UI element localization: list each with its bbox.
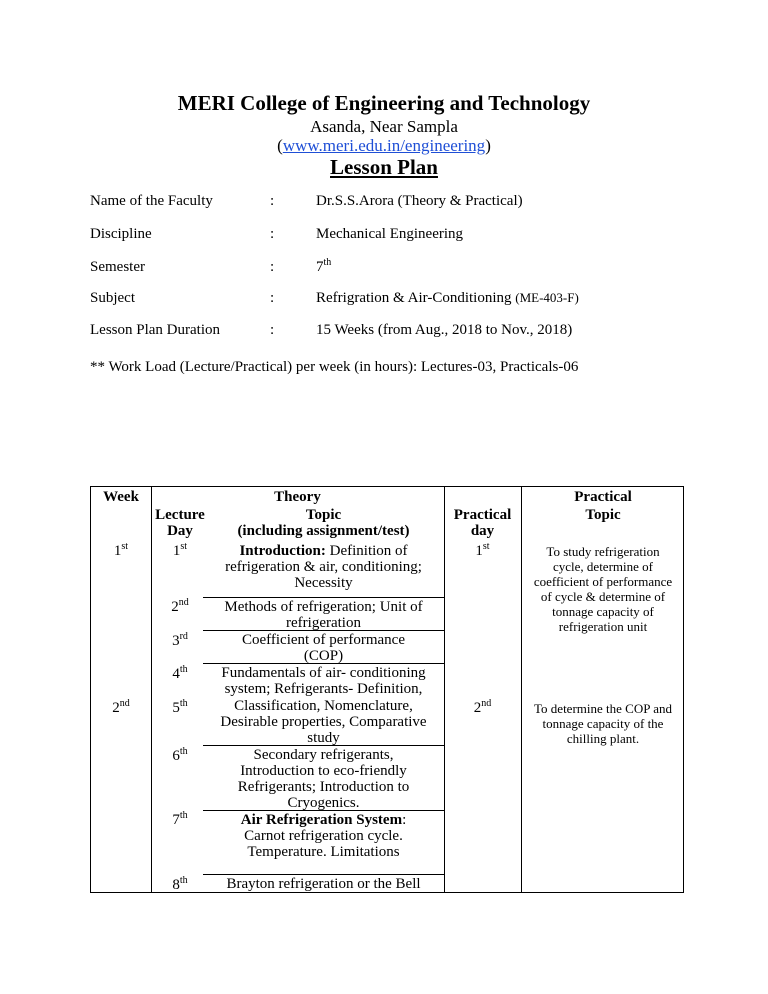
topic-cell [203, 747, 444, 811]
lecture-suffix: st [180, 541, 188, 552]
info-row-semester [90, 259, 710, 281]
topic-line: Coefficient of performance [242, 632, 405, 648]
header-topic-line: Topic [305, 507, 342, 523]
lecture-suffix: rd [179, 631, 188, 642]
topic-line: study [307, 730, 340, 746]
topic-cell [203, 599, 444, 631]
topic-bold: Introduction: [239, 543, 326, 559]
lecture-number: 5 [172, 700, 180, 716]
practical-line: cycle, determine of [553, 559, 653, 574]
table-row-divider [203, 597, 444, 598]
week-suffix: st [121, 541, 129, 552]
practical-topic [521, 701, 685, 746]
lecture-number: 2 [171, 599, 179, 615]
topic-line: Fundamentals of air- conditioning [221, 665, 426, 681]
info-row-faculty [90, 193, 710, 215]
info-colon: : [270, 322, 275, 338]
practical-number: 2 [473, 700, 482, 716]
topic-cell [203, 698, 444, 746]
topic-line: Methods of refrigeration; Unit of [224, 599, 423, 615]
college-name: MERI College of Engineering and Technology [177, 91, 591, 115]
topic-line: Temperature. Limitations [247, 844, 400, 860]
practical-line: To determine the COP and [534, 701, 672, 716]
topic-line: Refrigerants; Introduction to [237, 779, 410, 795]
lecture-day [151, 543, 209, 559]
lecture-number: 3 [172, 633, 180, 649]
topic-line: refrigeration [286, 615, 361, 631]
practical-line: tonnage capacity of [552, 604, 654, 619]
lecture-day [151, 877, 209, 893]
topic-line: Carnot refrigeration cycle. [244, 828, 403, 844]
week-suffix: nd [119, 698, 130, 709]
topic-line: Secondary refrigerants, [253, 747, 394, 763]
practical-day [444, 543, 521, 559]
week-cell [91, 700, 151, 716]
header-lecture-line: Lecture [155, 507, 205, 523]
website-link[interactable]: www.meri.edu.in/engineering [282, 136, 486, 155]
practical-suffix: st [482, 541, 490, 552]
practical-line: of cycle & determine of [540, 589, 666, 604]
info-row-discipline [90, 226, 710, 248]
topic-cell [203, 543, 444, 591]
topic-cell [203, 632, 444, 664]
info-label: Semester [90, 259, 145, 275]
info-label: Name of the Faculty [90, 193, 213, 209]
lecture-day [151, 748, 209, 764]
lecture-day [151, 812, 209, 828]
lecture-number: 4 [172, 666, 180, 682]
info-colon: : [270, 290, 275, 306]
topic-line: Brayton refrigeration or the Bell [226, 876, 421, 892]
practical-line: coefficient of performance [533, 574, 673, 589]
document-title: Lesson Plan [330, 155, 438, 179]
topic-line [203, 812, 444, 828]
practical-line: refrigeration unit [558, 619, 648, 634]
header-lecture-day [151, 507, 209, 539]
topic-line: Introduction to eco-friendly [240, 763, 407, 779]
practical-topic [521, 544, 685, 634]
header-topic [203, 507, 444, 539]
info-value: Dr.S.S.Arora (Theory & Practical) [316, 193, 523, 209]
header-week: Week [103, 489, 139, 505]
semester-suffix: th [323, 257, 332, 268]
header-practical-day [444, 507, 521, 539]
header-topic-sub: (including assignment/test) [237, 523, 410, 539]
topic-bold: Air Refrigeration System [240, 812, 403, 828]
header-practical-topic: Topic [585, 507, 621, 523]
topic-cell [203, 665, 444, 697]
lecture-number: 7 [172, 812, 180, 828]
topic-line: Desirable properties, Comparative [220, 714, 427, 730]
subject-name: Refrigration & Air-Conditioning [316, 290, 512, 306]
lecture-day [151, 700, 209, 716]
info-colon: : [270, 193, 275, 209]
topic-line: (COP) [303, 648, 344, 664]
college-address: Asanda, Near Sampla [310, 117, 458, 136]
lecture-suffix: th [179, 746, 188, 757]
header-practical-line: Practical [453, 507, 512, 523]
lecture-day [151, 599, 209, 615]
paren-open: ( [277, 136, 283, 155]
practical-line: tonnage capacity of the [542, 716, 664, 731]
lecture-suffix: nd [178, 597, 189, 608]
topic-colon: : [402, 812, 407, 828]
topic-line [203, 543, 444, 559]
header-practical: Practical [574, 489, 632, 505]
practical-suffix: nd [481, 698, 492, 709]
lecture-number: 1 [172, 543, 181, 559]
info-label: Discipline [90, 226, 152, 242]
semester-number: 7 [316, 259, 324, 275]
lecture-suffix: th [179, 664, 188, 675]
info-value: 15 Weeks (from Aug., 2018 to Nov., 2018) [316, 322, 573, 338]
topic-cell [203, 812, 444, 860]
subject-code: (ME-403-F) [515, 290, 579, 305]
lecture-number: 6 [172, 748, 180, 764]
header-theory: Theory [274, 489, 321, 505]
lecture-suffix: th [179, 698, 188, 709]
lecture-day [151, 633, 209, 649]
workload-note: ** Work Load (Lecture/Practical) per week (in hours): Lectures-03, Practicals-06 [90, 359, 579, 375]
week-number: 2 [112, 700, 120, 716]
header-pday-line: day [470, 523, 495, 539]
practical-line: To study refrigeration [546, 544, 660, 559]
lecture-day [151, 666, 209, 682]
lesson-plan-table [90, 486, 684, 893]
info-row-duration [90, 322, 710, 344]
practical-line: chilling plant. [566, 731, 640, 746]
info-colon: : [270, 259, 275, 275]
topic-line: Classification, Nomenclature, [234, 698, 413, 714]
lecture-number: 8 [172, 877, 180, 893]
info-value: Mechanical Engineering [316, 226, 464, 242]
info-label: Subject [90, 290, 135, 306]
topic-line: system; Refrigerants- Definition, [224, 681, 423, 697]
website-line [0, 136, 768, 156]
info-row-subject [90, 290, 710, 312]
topic-line: refrigeration & air, conditioning; [225, 559, 422, 575]
practical-number: 1 [475, 543, 483, 559]
info-label: Lesson Plan Duration [90, 322, 220, 338]
paren-close: ) [485, 136, 491, 155]
lecture-suffix: th [179, 875, 188, 886]
topic-line: Cryogenics. [287, 795, 360, 811]
info-colon: : [270, 226, 275, 242]
topic-cell [203, 876, 444, 892]
topic-line: Necessity [294, 575, 353, 591]
info-value [316, 259, 331, 276]
header-day-line: Day [167, 523, 193, 539]
lecture-suffix: th [179, 810, 188, 821]
info-value [316, 290, 579, 307]
table-row-divider [203, 874, 444, 875]
topic-text: Definition of [329, 543, 408, 559]
week-cell [91, 543, 151, 559]
week-number: 1 [113, 543, 122, 559]
practical-day [444, 700, 521, 716]
